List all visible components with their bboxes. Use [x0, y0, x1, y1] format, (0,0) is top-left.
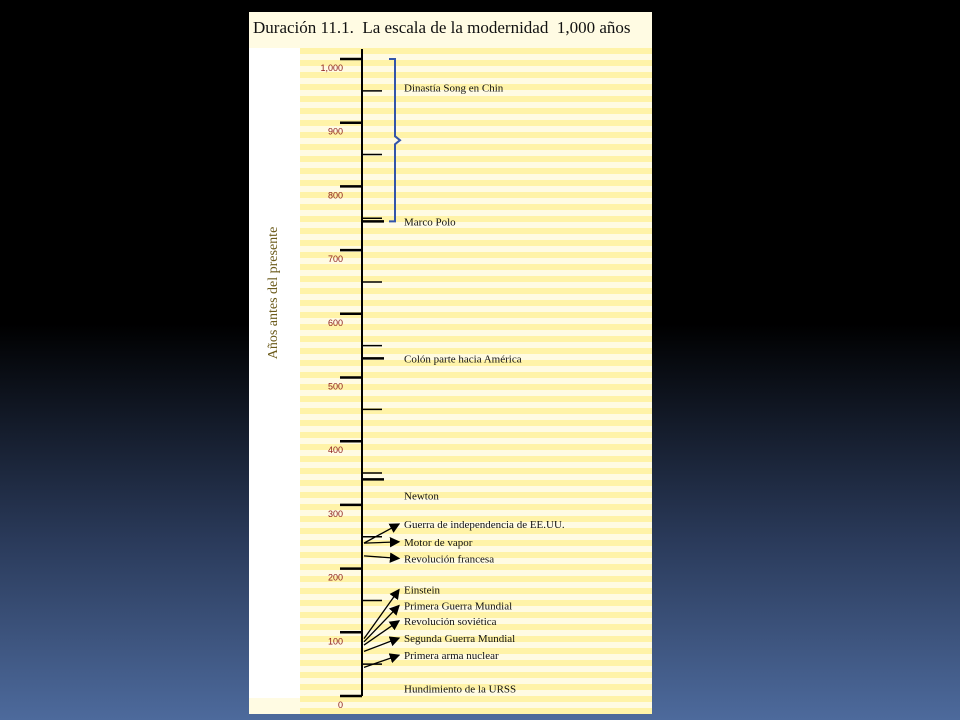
event-label: Guerra de independencia de EE.UU. [404, 519, 565, 532]
background-stripe [300, 264, 652, 270]
tick-label: 200 [327, 572, 343, 583]
background-stripe [300, 540, 652, 546]
event-label: Hundimiento de la URSS [404, 683, 517, 696]
background-stripe [300, 180, 652, 186]
timeline-chart [249, 12, 652, 714]
background-stripe [300, 396, 652, 402]
tick-label: 600 [327, 317, 343, 328]
event-label: Revolución soviética [404, 615, 497, 628]
background-stripe [300, 432, 652, 438]
event-label: Einstein [404, 584, 441, 597]
background-stripe [300, 468, 652, 474]
event-label: Primera Guerra Mundial [404, 600, 513, 613]
background-stripe [300, 156, 652, 162]
tick-label: 300 [327, 508, 343, 519]
background-stripe [300, 96, 652, 102]
event-label: Dinastía Song en Chin [404, 82, 504, 95]
timeline-panel [249, 12, 652, 714]
background-stripe [300, 72, 652, 78]
background-stripe [300, 276, 652, 282]
background-stripe [300, 190, 652, 201]
event-label: Revolución francesa [404, 553, 495, 566]
y-axis-label: Años antes del presente [266, 226, 281, 360]
tick-label: 0 [337, 700, 343, 710]
event-label: Segunda Guerra Mundial [404, 633, 516, 646]
background-stripe [300, 336, 652, 342]
tick-label: 500 [327, 381, 343, 392]
tick-label: 900 [327, 126, 343, 137]
background-stripe [300, 60, 652, 66]
background-stripe [300, 381, 652, 392]
background-stripe [300, 444, 652, 450]
background-stripe [300, 204, 652, 210]
event-label: Primera arma nuclear [404, 650, 499, 663]
tick-label: 700 [327, 254, 343, 265]
background-stripe [300, 132, 652, 138]
event-label: Colón parte hacia América [404, 353, 522, 366]
background-stripe [300, 144, 652, 150]
background-stripe [300, 48, 652, 54]
background-stripe [300, 228, 652, 234]
background-stripe [300, 480, 652, 486]
chart-title: Duración 11.1. La escala de la modernidad 1,000 años [253, 18, 631, 37]
background-stripe [300, 456, 652, 462]
background-stripe [300, 588, 652, 594]
background-stripe [300, 240, 652, 246]
background-stripe [300, 216, 652, 222]
background-stripe [300, 300, 652, 306]
event-label: Marco Polo [404, 216, 456, 229]
tick-label: 400 [327, 445, 343, 456]
background-stripe [300, 168, 652, 174]
background-stripe [300, 108, 652, 114]
background-stripe [300, 252, 652, 258]
tick-label: 800 [327, 190, 343, 201]
tick-label: 100 [327, 636, 343, 647]
background-stripe [300, 288, 652, 294]
event-label: Newton [404, 490, 439, 503]
background-stripe [300, 708, 652, 714]
background-stripe [300, 672, 652, 678]
event-label: Motor de vapor [404, 536, 473, 549]
background-stripe [300, 492, 652, 498]
background-stripe [300, 324, 652, 330]
background-stripe [300, 576, 652, 582]
tick-label: 1,000 [320, 63, 343, 73]
background-stripe [300, 408, 652, 414]
background-stripe [300, 420, 652, 426]
